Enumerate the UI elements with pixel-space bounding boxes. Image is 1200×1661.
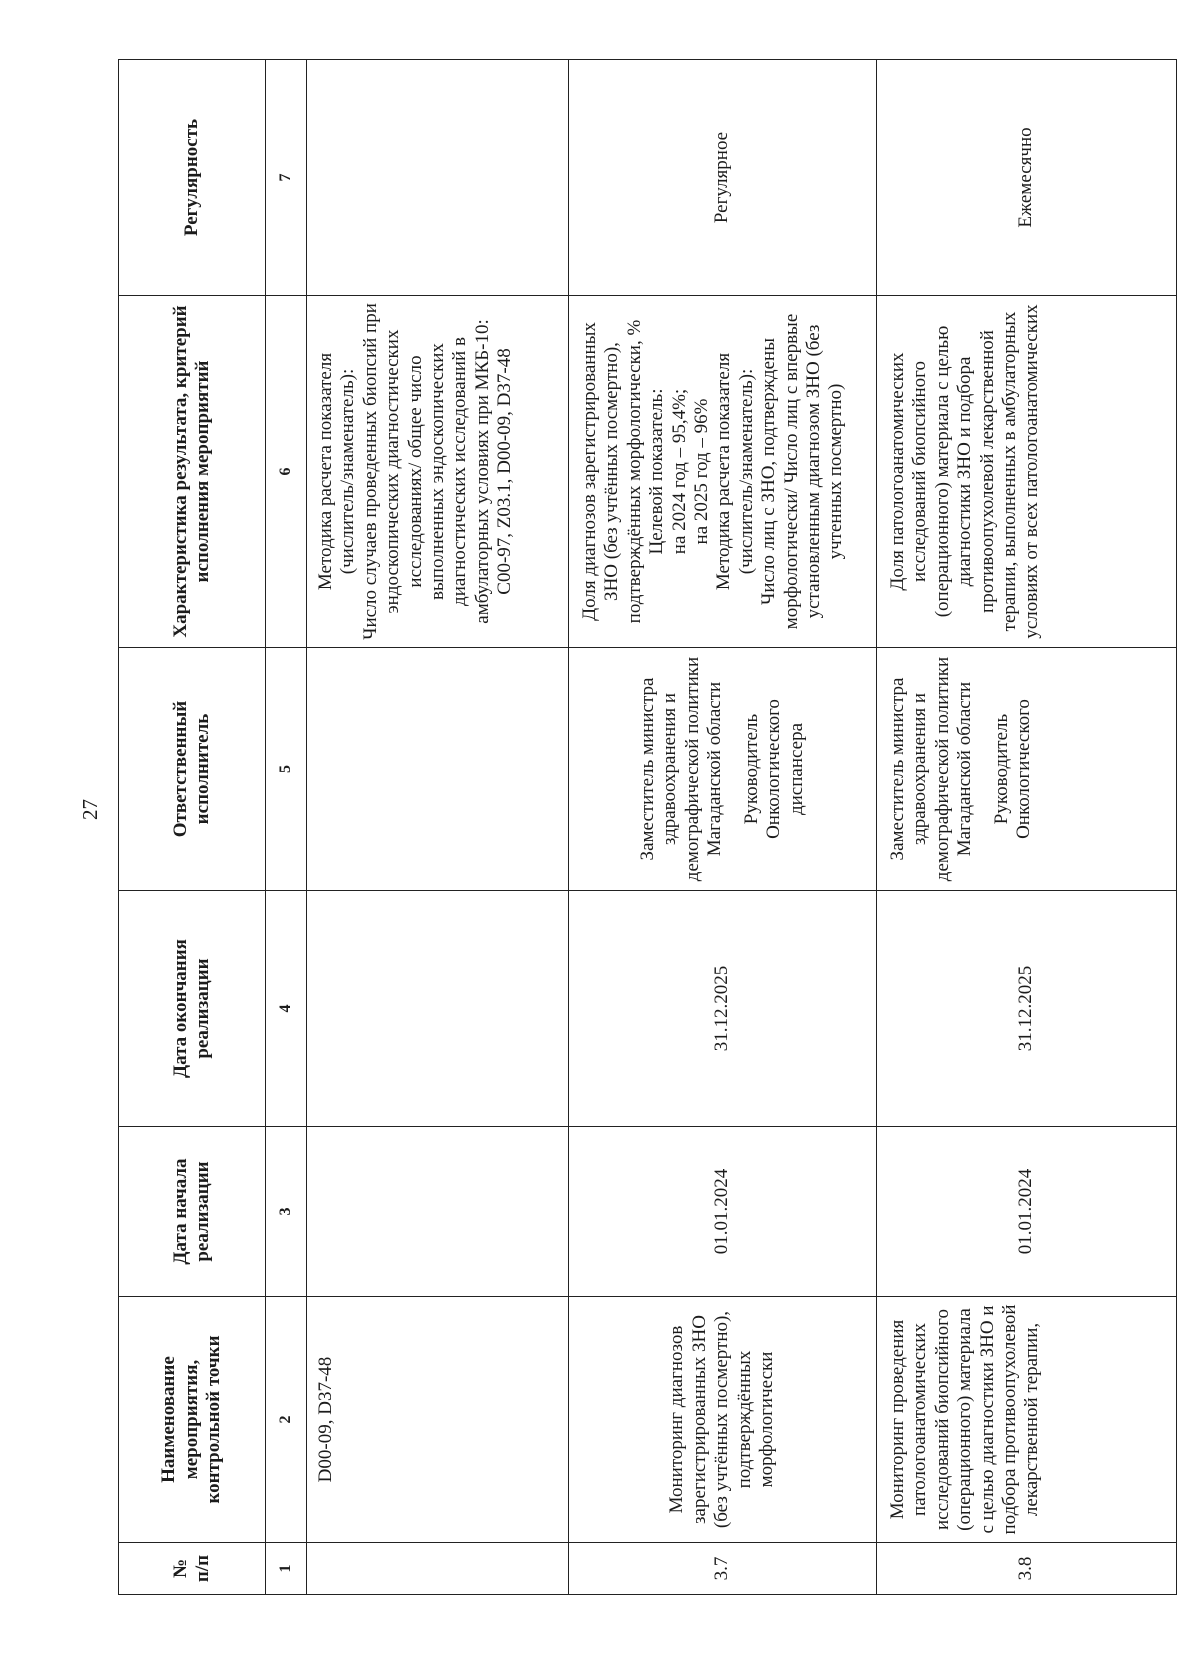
row-name: Мониторинг проведения патологоанатомических исследований биопсийного (операционного) материала с целью диагностики ЗНО и подбора противоопухолевой лекарственной терапии, — [877, 1297, 1177, 1543]
result-line: Доля диагнозов зарегистрированных ЗНО (без учтённых посмертно), подтверждённых морфологически, % — [579, 319, 645, 624]
row-regularity — [307, 60, 569, 296]
result-line: Число случаев проведенных биопсий при эндоскопических диагностических исследованиях/ общее число выполненных эндоскопических диагностических исследований в амбулаторных условиях при МКБ-10: C00-97, Z03.1, D00-09, D37-48 — [359, 303, 516, 640]
table-row — [307, 60, 569, 1595]
table-row — [569, 60, 877, 1595]
responsible-line: Руководитель Онкологического диспансера — [740, 699, 807, 839]
header-end-date: Дата окончания реализации — [119, 891, 266, 1127]
row-result — [307, 296, 569, 648]
result-line: Доля патологоанатомических исследований биопсийного (операционного) материала с целью диагностики ЗНО и подбора противоопухолевой лекарственной терапии, выполненных в амбулаторных условиях от всех патологоанатомических — [887, 304, 1043, 639]
column-number: 6 — [266, 296, 307, 648]
row-num — [307, 1543, 569, 1595]
rotated-table-container — [118, 60, 1168, 1595]
row-result — [877, 296, 1177, 648]
column-number: 4 — [266, 891, 307, 1127]
row-start-date: 01.01.2024 — [569, 1127, 877, 1297]
result-line: Число лиц с ЗНО, подтверждены морфологически/ Число лиц с впервые установленным диагнозом ЗНО (без учтенных посмертно) — [758, 313, 847, 630]
row-start-date — [307, 1127, 569, 1297]
row-result — [569, 296, 877, 648]
header-start-date: Дата начала реализации — [119, 1127, 266, 1297]
activities-table — [118, 59, 1177, 1595]
header-row — [119, 60, 266, 1595]
column-number: 1 — [266, 1543, 307, 1595]
row-end-date: 31.12.2025 — [877, 891, 1177, 1127]
row-regularity: Регулярное — [569, 60, 877, 296]
row-responsible — [569, 648, 877, 891]
column-number: 7 — [266, 60, 307, 296]
row-name — [307, 1297, 569, 1543]
header-responsible: Ответственный исполнитель — [119, 648, 266, 891]
result-line: Методика расчета показателя — [315, 352, 336, 591]
table-row — [877, 60, 1177, 1595]
row-name-text: D00-09, D37-48 — [315, 1356, 336, 1483]
result-line: на 2025 год – 96% — [691, 398, 713, 545]
row-start-date: 01.01.2024 — [877, 1127, 1177, 1297]
header-num: № п/п — [119, 1543, 266, 1595]
spacer — [727, 654, 741, 884]
row-name: Мониторинг диагнозов зарегистрированных ЗНО (без учтённых посмертно), подтверждённых морфологически — [569, 1297, 877, 1543]
header-name: Наименование мероприятия, контрольной точки — [119, 1297, 266, 1543]
column-number: 5 — [266, 648, 307, 891]
column-number: 2 — [266, 1297, 307, 1543]
result-line: (числитель/знаменатель): — [337, 368, 359, 575]
row-end-date — [307, 891, 569, 1127]
header-regularity: Регулярность — [119, 60, 266, 296]
row-end-date: 31.12.2025 — [569, 891, 877, 1127]
row-responsible — [307, 648, 569, 891]
column-number-row — [266, 60, 307, 1595]
result-line: на 2024 год – 95,4%; — [668, 388, 690, 555]
column-number: 3 — [266, 1127, 307, 1297]
row-regularity: Ежемесячно — [877, 60, 1177, 296]
spacer — [977, 654, 991, 884]
responsible-line: Заместитель министра здравоохранения и демографической политики Магаданской области — [637, 656, 726, 882]
result-line: (числитель/знаменатель): — [735, 368, 757, 575]
row-num: 3.7 — [569, 1543, 877, 1595]
page-number: 27 — [78, 799, 102, 820]
row-num: 3.8 — [877, 1543, 1177, 1595]
row-responsible — [877, 648, 1177, 891]
responsible-line: Руководитель Онкологического — [990, 699, 1035, 839]
result-line: Целевой показатель: — [646, 388, 668, 555]
header-result: Характеристика результата, критерий исполнения мероприятий — [119, 296, 266, 648]
result-line: Методика расчета показателя — [713, 352, 735, 591]
responsible-line: Заместитель министра здравоохранения и демографической политики Магаданской области — [887, 656, 976, 882]
